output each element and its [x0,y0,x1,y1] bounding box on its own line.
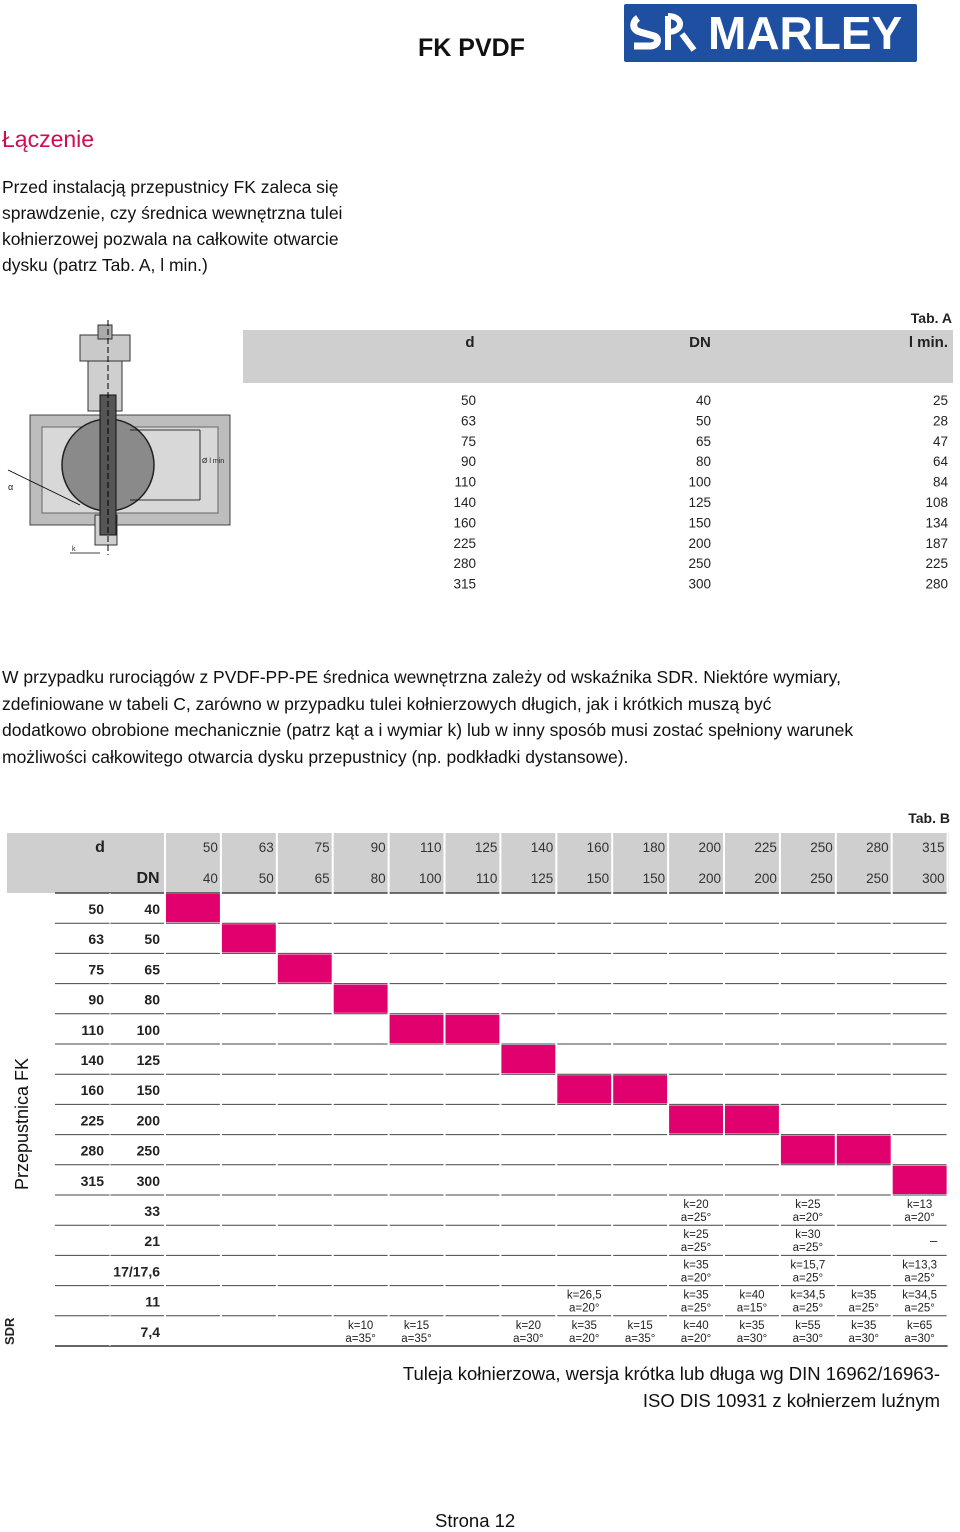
valve-drawing [8,320,230,555]
intro-paragraph [2,174,422,278]
table-b-sdr-cell-k: k=34,5 [902,1289,938,1302]
table-b-row-d: 90 [88,991,104,1008]
table-a-cell-lmin: 225 [925,556,948,572]
intro-line: Przed instalacją przepustnicy FK zaleca się [2,177,339,197]
intro-line: kołnierzowej pozwala na całkowite otwarcie [2,229,339,249]
table-b-sdr-cell-k: k=15 [627,1319,653,1332]
table-b-sdr-value: 33 [144,1203,160,1219]
compatible-cell [501,1045,555,1073]
table-b-row-dn: 50 [144,931,160,948]
table-b-row-dn: 150 [136,1082,160,1099]
table-b-sdr-cell-a: a=25° [904,1272,935,1285]
page-number: Strona 12 [435,1510,516,1531]
table-a-cell-lmin: 25 [932,393,948,408]
compatible-cell [781,1136,835,1164]
table-b-header-dn: 110 [475,871,498,886]
table-b-header-dn: 250 [810,871,833,886]
table-a-cell-d: 140 [453,495,476,510]
table-b-sdr-cell-k: k=25 [683,1229,709,1242]
compatible-cell [837,1136,891,1164]
table-b-row-d: 140 [80,1052,104,1068]
table-b-sdr-cell-k: k=35 [683,1289,709,1302]
table-b-row-dn: 40 [144,901,160,917]
table-b-sdr-cell-a: a=20° [568,1332,600,1345]
table-b-sdr-cell-k: k=20 [683,1199,709,1211]
table-a-cell-dn: 50 [695,413,711,429]
table-b-sdr-cell-a: a=25° [792,1272,824,1285]
compatible-cell [446,1015,500,1043]
table-b-sdr-cell-k: k=15,7 [790,1259,826,1272]
table-a-col-dn: DN [689,334,711,351]
table-b-header-d: 315 [922,840,945,855]
document-title: FK PVDF [418,34,525,62]
table-a-cell-dn: 80 [695,454,711,470]
alpha-label: α [8,482,14,492]
table-b-row-dn: 125 [136,1052,160,1068]
table-a-cell-dn: 150 [688,515,711,531]
table-b-header-d: 160 [586,840,610,855]
table-a-cell-d: 75 [460,433,476,449]
compatible-cell [557,1075,611,1103]
table-a-rows [453,393,948,592]
table-b-row-dn: 200 [136,1112,160,1129]
para-line: W przypadku rurociągów z PVDF-PP-PE średnica wewnętrzna zależy od wskaźnika SDR. Niektóre wymiary, [2,667,841,687]
table-b-sdr-cell: – [930,1233,938,1249]
table-b-row-d: 63 [88,931,104,948]
para-line: dodatkowo obrobione mechanicznie (patrz kąt a i wymiar k) lub w inny sposób musi zostać spełniony warunek [2,720,854,740]
table-b-sdr-cell-k: k=55 [795,1319,821,1332]
table-b-sdr-cell-a: a=35° [345,1332,376,1345]
table-b-sdr-cell-k: k=13 [907,1199,933,1211]
table-a-cell-dn: 40 [695,393,711,408]
table-a-cell-dn: 250 [688,556,711,572]
table-b-header-d: 110 [419,840,442,855]
table-a-cell-lmin: 64 [932,454,948,470]
table-b-sdr-cell-a: a=20° [680,1332,712,1345]
table-b-tag: Tab. B [908,810,950,826]
table-a-cell-lmin: 280 [925,576,948,592]
table-b-sdr-cell-a: a=30° [904,1332,935,1345]
table-b-sdr-cell-a: a=20° [904,1212,935,1224]
sdr-paragraph [2,664,958,770]
table-a-cell-lmin: 47 [932,433,948,449]
compatible-cell [166,894,220,922]
table-b-sdr-cell-a: a=25° [904,1302,935,1315]
table-a-cell-dn: 65 [695,433,711,449]
table-b-header-d: 90 [370,840,386,855]
caption-line: Tuleja kołnierzowa, wersja krótka lub długa wg DIN 16962/16963- [402,1363,940,1384]
table-b-sdr-cell-a: a=35° [624,1332,656,1345]
table-a-cell-lmin: 108 [925,495,948,510]
table-b-row-dn: 80 [144,991,160,1008]
table-b-sdr-cell-a: a=30° [848,1332,880,1345]
table-b-sdr-cell-a: a=25° [680,1302,712,1315]
table-b-row-d: 160 [80,1082,104,1099]
table-b-row-dn: 250 [136,1142,160,1159]
table-b-row-d: 50 [88,901,104,917]
table-a-cell-lmin: 28 [932,413,948,429]
table-b-header-d: 63 [258,840,274,855]
table-a-cell-lmin: 84 [932,474,948,490]
para-line: zdefiniowane w tabeli C, zarówno w przypadku tulei kołnierzowych długich, jak i krótkich muszą być [2,693,772,714]
table-b-sdr-value: 11 [145,1293,160,1310]
table-a-cell-d: 225 [453,535,476,551]
table-b-header-dn: 200 [754,871,777,886]
table-b-row-d: 225 [80,1112,104,1129]
sdr-label: SDR [2,1317,17,1345]
table-b-header-dn: 300 [922,871,945,886]
table-a-col-lmin: l min. [908,334,948,351]
table-b-sdr-cell-k: k=13,3 [902,1259,938,1272]
para-line: możliwości całkowitego otwarcia dysku przepustnicy (np. podkładki dystansowe). [2,746,629,767]
table-b-sdr-cell-k: k=65 [907,1319,933,1332]
table-b-sdr-cell-k: k=35 [683,1259,709,1272]
table-b-sdr-cell-k: k=15 [403,1319,430,1332]
table-b-sdr-cell-a: a=30° [792,1332,824,1345]
table-b-label-d: d [95,839,105,856]
table-b-row-d: 75 [88,961,104,978]
table-b-header-dn: 150 [642,871,666,886]
table-b-header-dn: 125 [530,871,554,886]
table-b-sdr-value: 7,4 [140,1323,160,1340]
table-a-cell-d: 110 [454,474,476,490]
compatible-cell [278,954,332,982]
table-a-tag: Tab. A [910,310,952,326]
intro-line: sprawdzenie, czy średnica wewnętrzna tulei [2,203,343,223]
table-b-sdr-cell-a: a=20° [568,1302,600,1315]
table-b-sdr-cell-a: a=25° [792,1302,824,1315]
table-a-cell-d: 90 [460,454,476,470]
table-b-header-dn: 50 [258,871,274,886]
table-b-header-d: 280 [866,840,889,855]
table-b [0,805,960,1360]
table-b-header-d: 180 [642,840,666,855]
table-b-sdr-value: 21 [144,1233,160,1250]
figure-table-a [0,305,960,610]
table-b-row-dn: 100 [136,1021,160,1038]
caption [300,1360,940,1414]
table-b-sdr-cell-a: a=25° [680,1242,712,1255]
table-b-sdr-cell-k: k=35 [739,1319,765,1332]
table-a-cell-d: 160 [453,515,476,531]
table-b-header-dn: 100 [418,871,442,886]
table-b-sdr-cell-k: k=10 [348,1319,374,1332]
table-a-col-d: d [465,334,475,351]
table-b-sdr-cell-a: a=25° [680,1212,712,1224]
table-b-row-dn: 300 [136,1172,160,1189]
table-a-cell-d: 63 [460,413,476,429]
logo-text: MARLEY [708,7,903,59]
table-b-header-d: 140 [530,840,554,855]
table-a-header-band [243,330,953,383]
table-b-row-dn: 65 [144,961,160,978]
table-b-sdr-cell-k: k=40 [739,1289,765,1302]
marley-logo [624,4,917,62]
table-b-sdr-cell-k: k=40 [683,1319,709,1332]
compatible-cell [334,985,388,1013]
marley-emblem-icon [624,4,708,62]
table-b-sdr-cell-k: k=35 [851,1319,877,1332]
table-a-cell-lmin: 134 [925,515,948,531]
section-heading: Łączenie [2,126,95,152]
table-b-sdr-cell-a: a=30° [736,1332,768,1345]
compatible-cell [893,1166,947,1194]
compatible-cell [725,1105,779,1133]
table-b-sdr-cell-k: k=35 [851,1289,877,1302]
k-label: k [72,546,76,553]
table-b-row-d: 110 [81,1021,104,1038]
table-b-header-d: 125 [474,840,498,855]
table-b-sdr-cell-k: k=35 [571,1319,597,1332]
table-a-cell-dn: 125 [688,495,711,510]
table-b-sdr-cell-a: a=35° [401,1332,432,1345]
table-b-sdr-cell-k: k=25 [795,1199,821,1211]
table-b-header-d: 225 [754,840,777,855]
table-b-sdr-value: 17/17,6 [113,1263,160,1280]
table-b-header-dn: 250 [866,871,889,886]
table-b-sdr-cell-a: a=25° [792,1242,824,1255]
table-b-header-dn: 40 [202,871,218,886]
table-b-sdr-cell-a: a=30° [513,1332,544,1345]
table-b-content [81,840,947,1345]
table-b-header-dn: 200 [698,871,721,886]
table-b-header-dn: 150 [586,871,610,886]
table-a-cell-dn: 300 [688,576,711,592]
compatible-cell [222,924,276,952]
table-b-sdr-cell-k: k=26,5 [566,1289,602,1302]
table-a-cell-d: 315 [453,576,476,592]
compatible-cell [613,1075,667,1103]
lmin-label: Ø l min [202,458,225,465]
table-b-sdr-cell-k: k=34,5 [790,1289,826,1302]
table-b-header-d: 200 [698,840,721,855]
table-b-row-d: 315 [80,1172,104,1189]
table-a-cell-d: 280 [453,556,476,572]
table-b-header-dn: 65 [314,871,330,886]
table-b-sdr-cell-a: a=25° [848,1302,880,1315]
table-a-cell-d: 50 [460,393,476,408]
table-b-sdr-cell-a: a=20° [792,1212,824,1224]
table-a-cell-dn: 200 [688,535,711,551]
table-a-cell-dn: 100 [688,474,711,490]
table-b-label-dn: DN [136,870,160,887]
table-b-sdr-cell-a: a=20° [680,1272,712,1285]
compatible-cell [669,1105,723,1133]
table-b-header-d: 75 [314,840,330,855]
valve-side-label: Przepustnica FK [12,1057,32,1190]
table-b-header-d: 50 [202,840,218,855]
table-b-sdr-cell-k: k=20 [515,1319,541,1332]
intro-line: dysku (patrz Tab. A, l min.) [2,255,208,275]
table-b-row-d: 280 [80,1142,104,1159]
table-b-sdr-cell-a: a=15° [736,1302,768,1315]
table-b-sdr-cell-k: k=30 [795,1229,821,1242]
compatible-cell [390,1015,444,1043]
table-b-header-d: 250 [810,840,833,855]
caption-line: ISO DIS 10931 z kołnierzem luźnym [642,1390,940,1411]
table-b-header-dn: 80 [370,871,386,886]
table-a-cell-lmin: 187 [925,535,948,551]
